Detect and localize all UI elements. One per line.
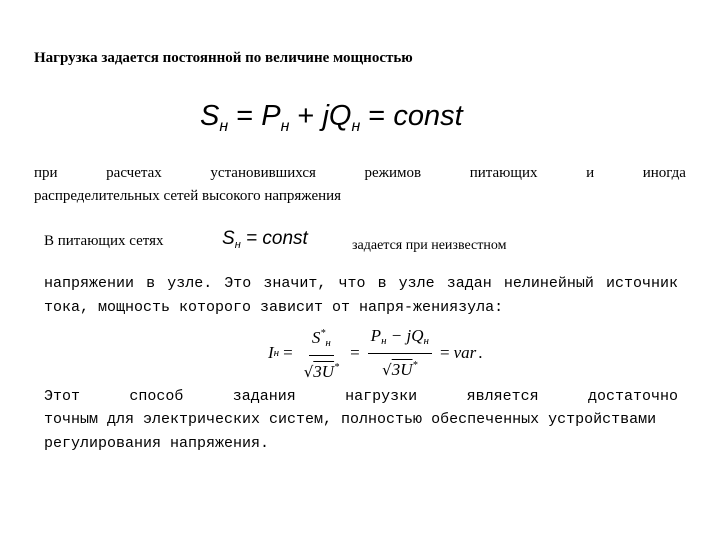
word: питающих <box>469 165 538 181</box>
formula3-i-sub: н <box>273 347 280 359</box>
word: источник <box>605 275 678 292</box>
para2-prefix: В питающих сетях <box>44 233 164 249</box>
word: иногда <box>642 165 686 181</box>
fraction-2 <box>368 326 432 380</box>
num2-sub: н <box>381 335 387 347</box>
formula-jq: jQ <box>322 100 352 132</box>
main-formula <box>200 100 463 136</box>
word: является <box>466 388 539 405</box>
den2-value: 3U <box>391 360 413 379</box>
word: установившихся <box>210 165 316 181</box>
word: расчетах <box>106 165 162 181</box>
word: и <box>586 165 595 181</box>
formula-p-sub: н <box>280 118 290 135</box>
den1-star: * <box>334 362 340 373</box>
word: значит, <box>263 275 327 292</box>
formula-eq1: = <box>228 100 262 132</box>
num2-sub2: н <box>423 335 429 347</box>
const-power-formula <box>222 228 308 251</box>
word: нелинейный <box>503 275 594 292</box>
word: задания <box>232 388 296 405</box>
word: узле <box>398 275 435 292</box>
den2-star: * <box>412 360 418 371</box>
word: Этот <box>44 388 81 405</box>
num2-mid: − jQ <box>386 326 424 345</box>
fraction-1-numerator <box>309 324 334 356</box>
word: нагрузки <box>345 388 418 405</box>
word: в <box>377 275 387 292</box>
num1-s: S <box>311 328 321 347</box>
num2-p: P <box>370 326 382 345</box>
para2-line3: тока, мощность которого зависит от напря-жениязула: <box>44 299 504 316</box>
para2-line2 <box>44 275 678 292</box>
formula-const: const <box>393 100 463 132</box>
num1-sub: н <box>325 337 331 349</box>
word: задан <box>446 275 492 292</box>
sqrt-icon: √ <box>303 363 314 381</box>
formula3-eq2: = <box>350 343 360 362</box>
num1-star: * <box>320 328 326 339</box>
word: при <box>34 165 58 181</box>
formula3-var: var <box>453 343 477 362</box>
formula-eq2: = <box>360 100 394 132</box>
fraction-1-denominator <box>301 356 342 382</box>
formula2-s: S <box>222 228 235 249</box>
word: способ <box>129 388 184 405</box>
formula-plus: + <box>289 100 323 132</box>
word: режимов <box>364 165 422 181</box>
formula-s: S <box>200 100 220 132</box>
formula3-eq1: = <box>283 343 293 362</box>
para3-line2: точным для электрических систем, полностью обеспеченных устройствами <box>44 411 657 428</box>
formula2-rest: = const <box>240 228 308 249</box>
word: узле. <box>167 275 213 292</box>
word: в <box>146 275 156 292</box>
fraction-1 <box>301 324 342 382</box>
formula-jq-sub: н <box>351 118 361 135</box>
word: Это <box>224 275 252 292</box>
para3-line1 <box>44 388 678 405</box>
formula3-eq3: = <box>439 343 450 362</box>
den1-value: 3U <box>313 362 335 381</box>
formula-s-sub: н <box>219 118 229 135</box>
word: что <box>338 275 366 292</box>
current-formula <box>268 326 483 381</box>
word: достаточно <box>587 388 678 405</box>
formula-p: P <box>261 100 281 132</box>
word: напряжении <box>44 275 135 292</box>
slide-heading: Нагрузка задается постоянной по величине мощностью <box>34 50 413 66</box>
fraction-2-denominator <box>379 354 420 380</box>
para2-suffix: задается при неизвестном <box>352 238 507 253</box>
formula3-dot: . <box>478 343 483 362</box>
para3-line3: регулирования напряжения. <box>44 435 270 452</box>
fraction-2-numerator <box>368 326 432 354</box>
para1-line1 <box>34 165 686 182</box>
para1-line2: распределительных сетей высокого напряжения <box>34 188 342 204</box>
sqrt-icon: √ <box>382 361 392 379</box>
formula3-i: I <box>268 343 274 362</box>
formula2-s-sub: н <box>234 239 241 251</box>
